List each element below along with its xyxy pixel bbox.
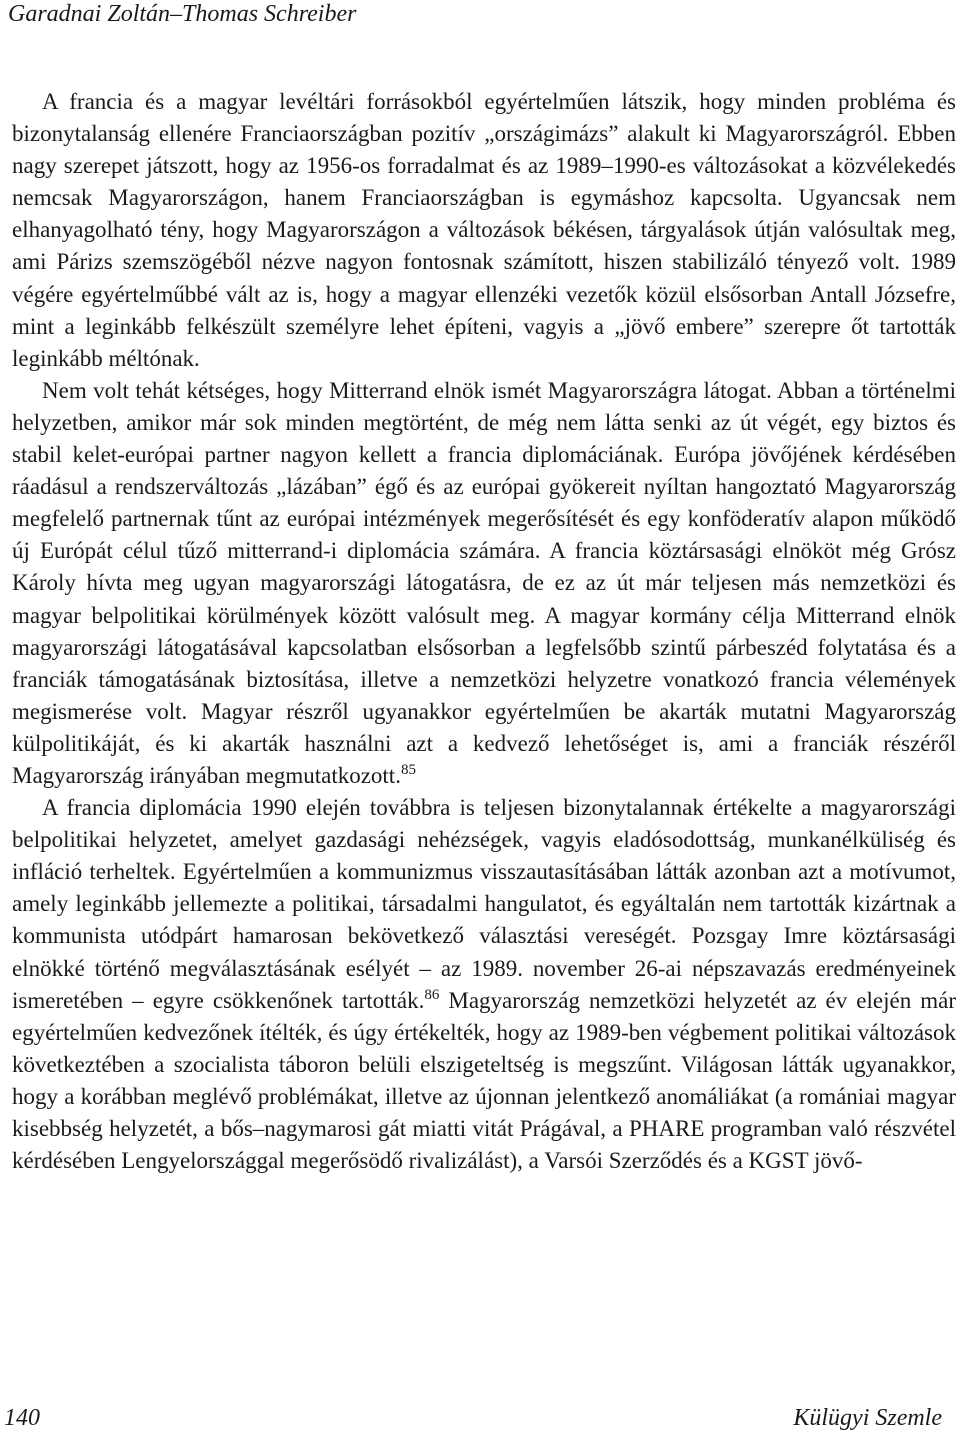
footnote-ref-85[interactable]: 85 [400, 761, 416, 778]
article-body [12, 86, 956, 1177]
paragraph-1 [12, 86, 956, 375]
footnote-ref-86[interactable]: 86 [424, 986, 440, 1003]
running-header: Garadnai Zoltán–Thomas Schreiber [8, 1, 357, 27]
paragraph-3 [12, 792, 956, 1177]
paragraph-2-text: Nem volt tehát kétséges, hogy Mitterrand elnök ismét Magyarországra látogat. Abban a történelmi helyzetben, amikor már sok minden megtörtént, de még nem látta senki az út végét, egy biztos és stabil kelet-európai partner nagyon kellett a francia diplomáciának. Európa jövőjének kérdésében ráadásul a rendszerváltozás „lázában” égő és az európai gyökereit nyíltan hangoztató Magyarország megfelelő partnernak tűnt az európai intézmények megerősítését és egy konföderatív alapon működő új Európát célul tűző mitterrand-i diplomácia számára. A francia köztársasági elnököt még Grósz Károly hívta meg ugyan magyarországi látogatásra, de ez az út már teljesen más nemzetközi és magyar belpolitikai körülmények között valósult meg. A magyar kormány célja Mitterrand elnök magyarországi látogatásával kapcsolatban elsősorban a legfelsőbb szintű párbeszéd folytatása és a franciák támogatásának biztosítása, illetve a nemzetközi helyzetre vonatkozó francia vélemények megismerése volt. Magyar részről ugyanakkor egyértelműen be akarták mutatni Magyarország külpolitikáját, és ki akarták használni azt a kedvező lehetőséget is, ami a franciák részéről Magyarország irányában megmutatkozott. [12, 377, 956, 788]
paragraph-2 [12, 375, 956, 792]
paragraph-3-continuation: Magyarország nemzetközi helyzetét az év elején már egyértelműen kedvezőnek ítélték, és úgy értékelték, hogy az 1989-ben végbement politikai változások következtében a szocialista táboron belüli elszigeteltség is megszűnt. Világosan látták ugyanakkor, hogy a korábban meglévő problémákat, illetve az újonnan jelentkező anomáliákat (a romániai magyar kisebbség helyzetét, a bős–nagymarosi gát miatti vitát Prágával, a PHARE programban való részvétel kérdésében Lengyelországgal megerősödő rivalizálást), a Varsói Szerződés és a KGST jövő- [12, 987, 957, 1174]
paragraph-3-text: A francia diplomácia 1990 elején továbbra is teljesen bizonytalannak értékelte a magyarországi belpolitikai helyzetet, amelyet gazdasági nehézségek, vagyis eladósodottság, munkanélküliség és infláció terheltek. Egyértelműen a kommunizmus visszautasításában látták azonban azt a motívumot, amely leginkább jellemezte a politikai, társadalmi hangulatot, és egyáltalán nem tartották kizártnak a kommunista utódpárt hamarosan bekövetkező választási vereségét. Pozsgay Imre köztársasági elnökké történő megválasztásának esélyét – az 1989. november 26-ai népszavazás eredményeinek ismeretében – egyre csökkenőnek tartották. [12, 795, 956, 1013]
journal-name: Külügyi Szemle [793, 1405, 942, 1431]
page-number: 140 [4, 1405, 40, 1431]
paragraph-1-text: A francia és a magyar levéltári forrásokból egyértelműen látszik, hogy minden probléma és bizonytalanság ellenére Franciaországban pozitív „országimázs” alakult ki Magyarországról. Ebben nagy szerepet játszott, hogy az 1956-os forradalmat és az 1989–1990-es változásokat a közvélekedés nemcsak Magyarországon, hanem Franciaországban is egymáshoz kapcsolta. Ugyancsak nem elhanyagolható tény, hogy Magyarországon a változások békésen, tárgyalások útján valósultak meg, ami Párizs szemszögéből nézve nagyon fontosnak számított, hiszen stabilizáló tényező volt. 1989 végére egyértelműbbé vált az is, hogy a magyar ellenzéki vezetők közül elsősorban Antall Józsefre, mint a leginkább felkészült személyre lehet építeni, vagyis a „jövő embere” szerepre őt tartották leginkább méltónak. [12, 89, 956, 371]
